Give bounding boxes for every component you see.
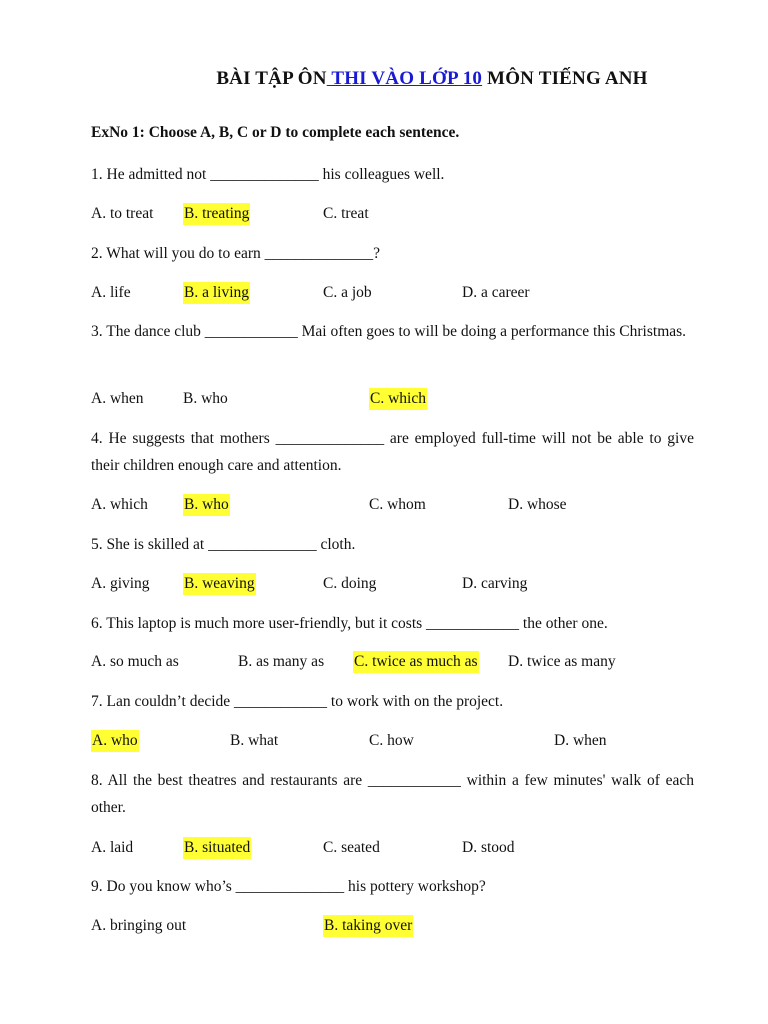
question-5: 5. She is skilled at ______________ cloth.: [91, 536, 356, 553]
options-9: [0, 915, 768, 937]
option-8d: D. stood: [462, 839, 515, 856]
option-1a: A. to treat: [91, 205, 154, 222]
option-2b: B. a living: [183, 282, 250, 304]
option-4b: B. who: [183, 494, 230, 516]
option-3c: C. which: [369, 388, 427, 410]
option-1b: B. treating: [183, 203, 250, 225]
option-4d: D. whose: [508, 496, 567, 513]
option-7a: A. who: [91, 730, 139, 752]
options-3: [0, 388, 768, 410]
exercise-heading: ExNo 1: Choose A, B, C or D to complete each sentence.: [91, 124, 460, 141]
option-6c: C. twice as much as: [353, 651, 479, 673]
question-2: 2. What will you do to earn ______________?: [91, 245, 381, 262]
option-8b: B. situated: [183, 837, 251, 859]
option-7c: C. how: [369, 732, 414, 749]
option-1c: C. treat: [323, 205, 369, 222]
option-8c: C. seated: [323, 839, 380, 856]
option-4c: C. whom: [369, 496, 426, 513]
options-6: [0, 651, 768, 673]
question-6: 6. This laptop is much more user-friendly, but it costs ____________ the other one.: [91, 615, 608, 632]
page-title: [0, 68, 768, 90]
options-2: [0, 282, 768, 304]
option-4a: A. which: [91, 496, 148, 513]
option-9a: A. bringing out: [91, 917, 187, 934]
option-6b: B. as many as: [238, 653, 325, 670]
option-5a: A. giving: [91, 575, 150, 592]
question-1: 1. He admitted not ______________ his colleagues well.: [91, 166, 445, 183]
options-5: [0, 573, 768, 595]
option-7b: B. what: [230, 732, 279, 749]
option-2d: D. a career: [462, 284, 530, 301]
option-6d: D. twice as many: [508, 653, 616, 670]
option-5c: C. doing: [323, 575, 377, 592]
options-1: [0, 203, 768, 225]
question-3: 3. The dance club ____________ Mai often goes to will be doing a performance this Christmas.: [91, 323, 687, 340]
option-7d: D. when: [554, 732, 607, 749]
options-4: [0, 494, 768, 516]
option-2c: C. a job: [323, 284, 372, 301]
options-8: [0, 837, 768, 859]
title-part2: MÔN TIẾNG ANH: [482, 68, 648, 89]
option-6a: A. so much as: [91, 653, 179, 670]
option-9b: B. taking over: [323, 915, 413, 937]
option-8a: A. laid: [91, 839, 134, 856]
question-7: 7. Lan couldn’t decide ____________ to work with on the project.: [91, 693, 504, 710]
options-7: [0, 730, 768, 752]
question-8: 8. All the best theatres and restaurants are ____________ within a few minutes' walk of each other.: [91, 772, 694, 816]
question-4: 4. He suggests that mothers ______________ are employed full-time will not be able to give their children enough care and attention.: [91, 430, 694, 474]
option-3a: A. when: [91, 390, 144, 407]
option-3b: B. who: [183, 390, 228, 407]
option-5d: D. carving: [462, 575, 528, 592]
option-5b: B. weaving: [183, 573, 256, 595]
title-part1: BÀI TẬP ÔN: [216, 68, 327, 89]
question-9: 9. Do you know who’s ______________ his pottery workshop?: [91, 878, 486, 895]
option-2a: A. life: [91, 284, 131, 301]
title-link[interactable]: THI VÀO LỚP 10: [326, 68, 483, 89]
